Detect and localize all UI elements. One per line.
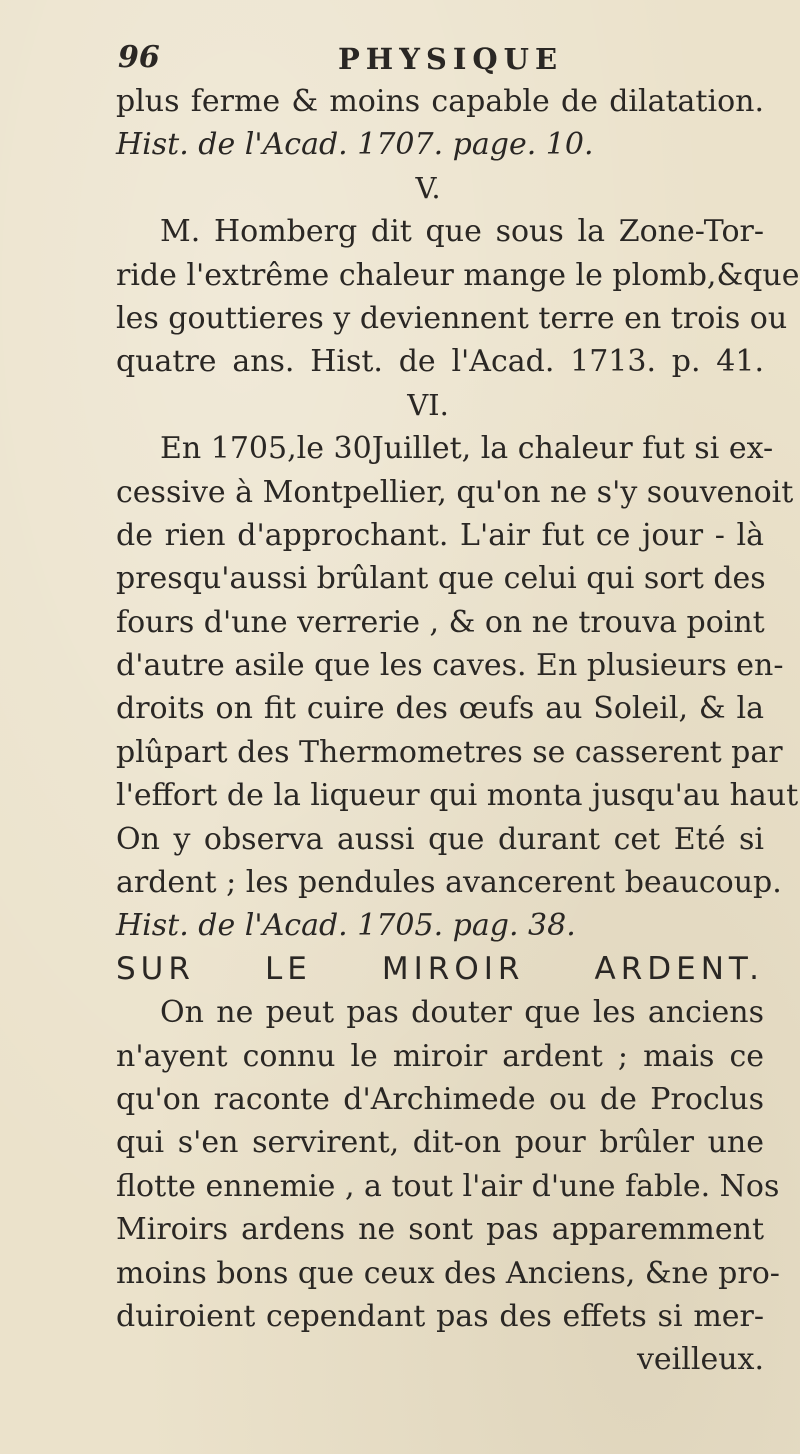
citation-line: Hist. de l'Acad. 1705. pag. 38. (116, 908, 576, 944)
text-line: fours d'une verrerie , & on ne trouva point (116, 604, 765, 640)
text-line: n'ayent connu le miroir ardent ; mais ce (116, 1038, 764, 1074)
page-header (116, 36, 780, 80)
text-line: veilleux. (636, 1342, 764, 1378)
text-line: cessive à Montpellier, qu'on ne s'y souvenoit (116, 474, 794, 510)
text-line: presqu'aussi brûlant que celui qui sort des (116, 561, 766, 597)
body-text (116, 80, 800, 1382)
text-line: flotte ennemie , a tout l'air d'une fable. Nos (116, 1168, 780, 1204)
text-line: ardent ; les pendules avancerent beaucoup. (116, 865, 782, 901)
text-line: plus ferme & moins capable de dilatation. (116, 84, 764, 119)
page-number: 96 (118, 40, 160, 75)
text-line: l'effort de la liqueur qui monta jusqu'au haut (116, 778, 799, 814)
section-heading: SUR LE MIROIR ARDENT. (116, 950, 764, 987)
text-line: M. Homberg dit que sous la Zone-Tor- (160, 214, 764, 250)
text-line: qui s'en servirent, dit-on pour brûler une (116, 1125, 764, 1161)
text-line: droits on fit cuire des œufs au Soleil, & la (116, 691, 764, 727)
citation-line: Hist. de l'Acad. 1707. page. 10. (116, 127, 594, 163)
text-line: On ne peut pas douter que les anciens (160, 995, 764, 1031)
text-line: ride l'extrême chaleur mange le plomb,&que (116, 257, 800, 293)
text-line: duiroient cependant pas des effets si mer- (116, 1298, 764, 1334)
text-line: quatre ans. Hist. de l'Acad. 1713. p. 41. (116, 344, 764, 380)
text-line: plûpart des Thermometres se casserent par (116, 734, 783, 770)
text-line: les gouttieres y deviennent terre en trois ou (116, 300, 788, 336)
running-head: PHYSIQUE (338, 42, 564, 76)
text-line: moins bons que ceux des Anciens, &ne pro- (116, 1255, 780, 1291)
text-line: On y observa aussi que durant cet Eté si (116, 821, 764, 857)
text-line: En 1705,le 30Juillet, la chaleur fut si ex- (160, 431, 774, 467)
section-number: V. (415, 170, 441, 205)
text-line: de rien d'approchant. L'air fut ce jour - là (116, 517, 764, 553)
text-line: d'autre asile que les caves. En plusieurs en- (116, 648, 784, 684)
section-number: VI. (407, 387, 449, 422)
text-line: Miroirs ardens ne sont pas apparemment (116, 1212, 764, 1248)
text-line: qu'on raconte d'Archimede ou de Proclus (116, 1081, 764, 1117)
